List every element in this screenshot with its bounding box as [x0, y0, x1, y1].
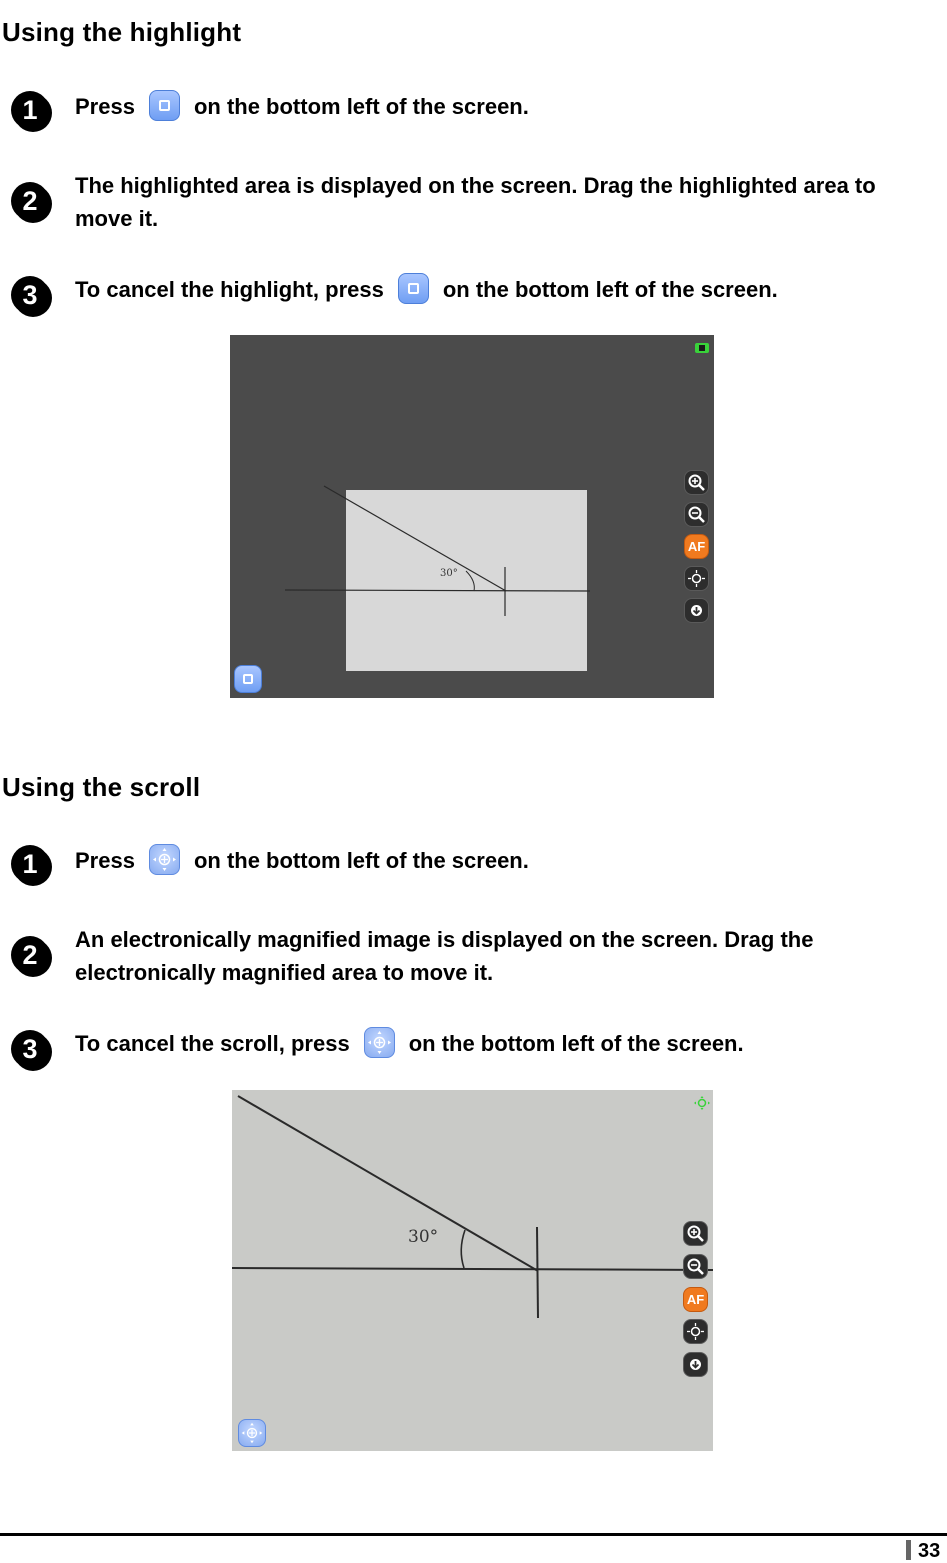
- step-text-after: on the bottom left of the screen.: [408, 1031, 744, 1056]
- highlight-indicator: [695, 343, 709, 353]
- zoom-in-icon[interactable]: [683, 1221, 708, 1246]
- step-number: 3: [11, 276, 49, 314]
- step-text-after: on the bottom left of the screen.: [442, 277, 778, 302]
- download-icon[interactable]: [684, 598, 709, 623]
- drawing-lines: [232, 1090, 713, 1451]
- scroll-icon: [149, 844, 180, 875]
- highlight-icon: [149, 90, 180, 121]
- angle-label: 30°: [408, 1227, 439, 1247]
- step-number: 1: [11, 845, 49, 883]
- step-text-before: To cancel the highlight, press: [75, 277, 384, 302]
- page-marker: [906, 1540, 911, 1560]
- step-number: 3: [11, 1030, 49, 1068]
- brightness-icon[interactable]: [683, 1319, 708, 1344]
- highlight-screen-photo: [230, 335, 714, 698]
- footer-rule: [0, 1533, 947, 1536]
- zoom-in-icon[interactable]: [684, 470, 709, 495]
- scroll-indicator-icon: [693, 1096, 711, 1115]
- scroll-icon: [364, 1027, 395, 1058]
- scroll-screen-photo: [232, 1090, 713, 1451]
- brightness-icon[interactable]: [684, 566, 709, 591]
- drawing-lines: [230, 335, 714, 698]
- step-text-before: Press: [75, 94, 135, 119]
- step-text-before: Press: [75, 848, 135, 873]
- step-text: The highlighted area is displayed on the screen. Drag the highlighted area to move it.: [75, 173, 876, 231]
- step-text-before: To cancel the scroll, press: [75, 1031, 350, 1056]
- section-title-highlight: Using the highlight: [2, 17, 242, 47]
- highlight-button[interactable]: [234, 665, 262, 693]
- highlight-icon: [398, 273, 429, 304]
- section-title-scroll: Using the scroll: [2, 772, 201, 802]
- zoom-out-icon[interactable]: [683, 1254, 708, 1279]
- step-number: 2: [11, 936, 49, 974]
- step-number: 1: [11, 91, 49, 129]
- scroll-button[interactable]: [238, 1419, 266, 1447]
- step-text-after: on the bottom left of the screen.: [193, 94, 529, 119]
- step-text-after: on the bottom left of the screen.: [193, 848, 529, 873]
- step-number: 2: [11, 182, 49, 220]
- angle-label: 30°: [440, 568, 458, 579]
- page-number: 33: [918, 1540, 941, 1562]
- autofocus-button[interactable]: AF: [683, 1287, 708, 1312]
- download-icon[interactable]: [683, 1352, 708, 1377]
- zoom-out-icon[interactable]: [684, 502, 709, 527]
- autofocus-button[interactable]: AF: [684, 534, 709, 559]
- step-text: An electronically magnified image is displayed on the screen. Drag the electronically magnified area to move it.: [75, 927, 814, 985]
